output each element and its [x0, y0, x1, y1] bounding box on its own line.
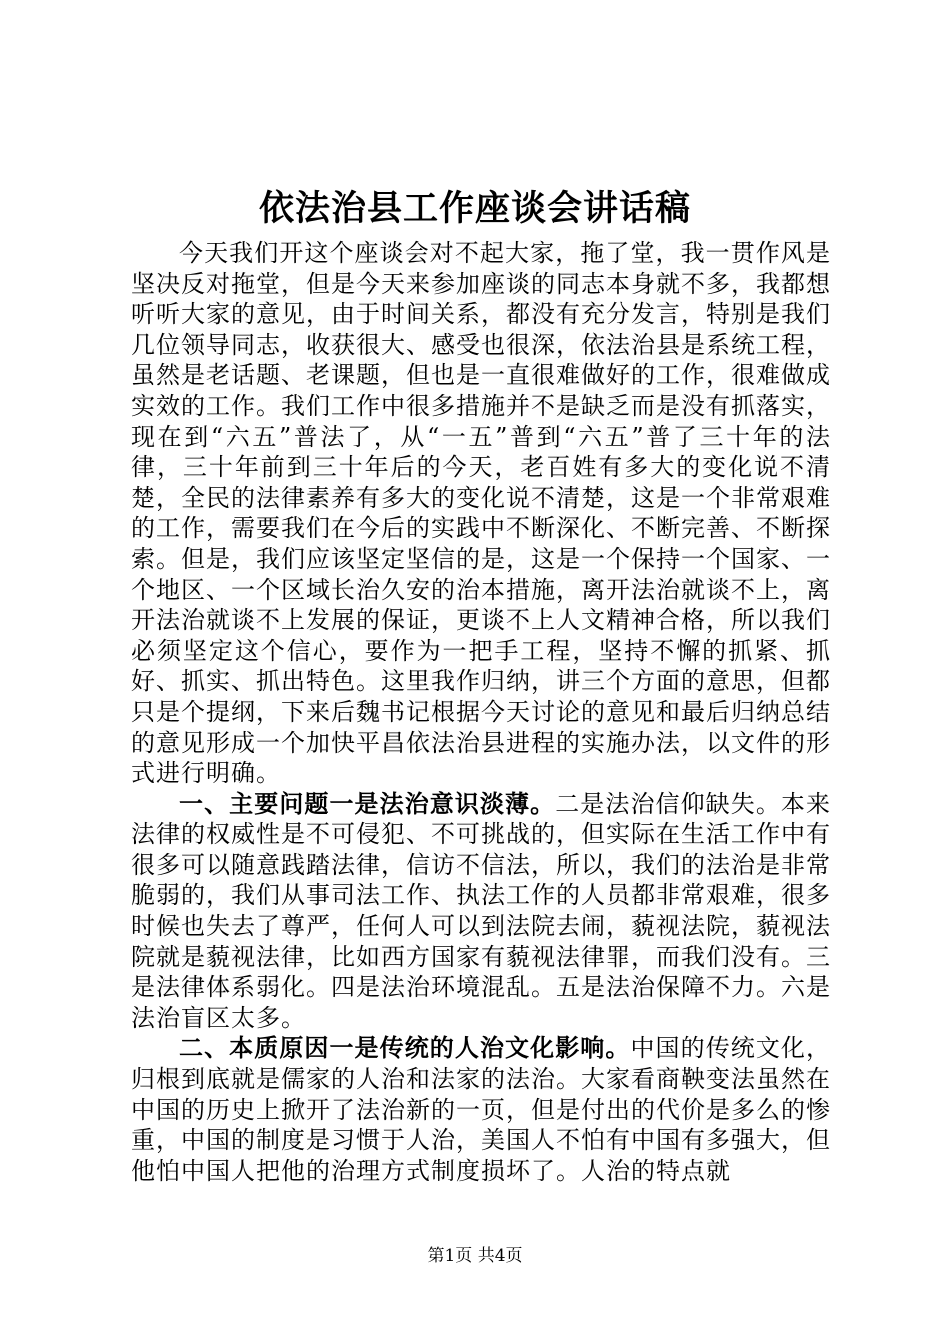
- paragraph-1: [131, 238, 831, 789]
- document-body: [131, 238, 831, 1186]
- paragraph-1-text: 今天我们开这个座谈会对不起大家，拖了堂，我一贯作风是坚决反对拖堂，但是今天来参加座谈的同志本身就不多，我都想听听大家的意见，由于时间关系，都没有充分发言，特别是我们几位领导同志，收获很大、感受也很深，依法治县是系统工程，虽然是老话题、老课题，但也是一直很难做好的工作，很难做成实效的工作。我们工作中很多措施并不是缺乏而是没有抓落实，现在到“六五”普法了，从“一五”普到“六五”普了三十年的法律，三十年前到三十年后的今天，老百姓有多大的变化说不清楚，全民的法律素养有多大的变化说不清楚，这是一个非常艰难的工作，需要我们在今后的实践中不断深化、不断完善、不断探索。但是，我们应该坚定坚信的是，这是一个保持一个国家、一个地区、一个区域长治久安的治本措施，离开法治就谈不上，离开法治就谈不上发展的保证，更谈不上人文精神合格，所以我们必须坚定这个信心，要作为一把手工程，坚持不懈的抓紧、抓好、抓实、抓出特色。这里我作归纳，讲三个方面的意思，但都只是个提纲，下来后魏书记根据今天讨论的意见和最后归纳总结的意见形成一个加快平昌依法治县进程的实施办法，以文件的形式进行明确。: [131, 239, 831, 788]
- paragraph-2: [131, 789, 831, 1034]
- paragraph-2-text: 二是法治信仰缺失。本来法律的权威性是不可侵犯、不可挑战的，但实际在生活工作中有很多可以随意践踏法律，信访不信法，所以，我们的法治是非常脆弱的，我们从事司法工作、执法工作的人员都非常艰难，很多时候也失去了尊严，任何人可以到法院去闹，藐视法院，藐视法院就是藐视法律，比如西方国家有藐视法律罪，而我们没有。三是法律体系弱化。四是法治环境混乱。五是法治保障不力。六是法治盲区太多。: [131, 789, 832, 1032]
- page-footer: 第1页 共4页: [427, 1246, 523, 1266]
- section-heading-1: 一、主要问题一是法治意识淡薄。: [179, 788, 556, 818]
- paragraph-3: [131, 1033, 831, 1186]
- paragraph-3-text: 中国的传统文化，归根到底就是儒家的人治和法家的法治。大家看商鞅变法虽然在中国的历史上掀开了法治新的一页，但是付出的代价是多么的惨重，中国的制度是习惯于人治，美国人不怕有中国有多强大，但他怕中国人把他的治理方式制度损坏了。人治的特点就: [131, 1034, 832, 1185]
- section-heading-2: 二、本质原因一是传统的人治文化影响。: [179, 1033, 631, 1063]
- document-title: 依法治县工作座谈会讲话稿: [258, 188, 691, 229]
